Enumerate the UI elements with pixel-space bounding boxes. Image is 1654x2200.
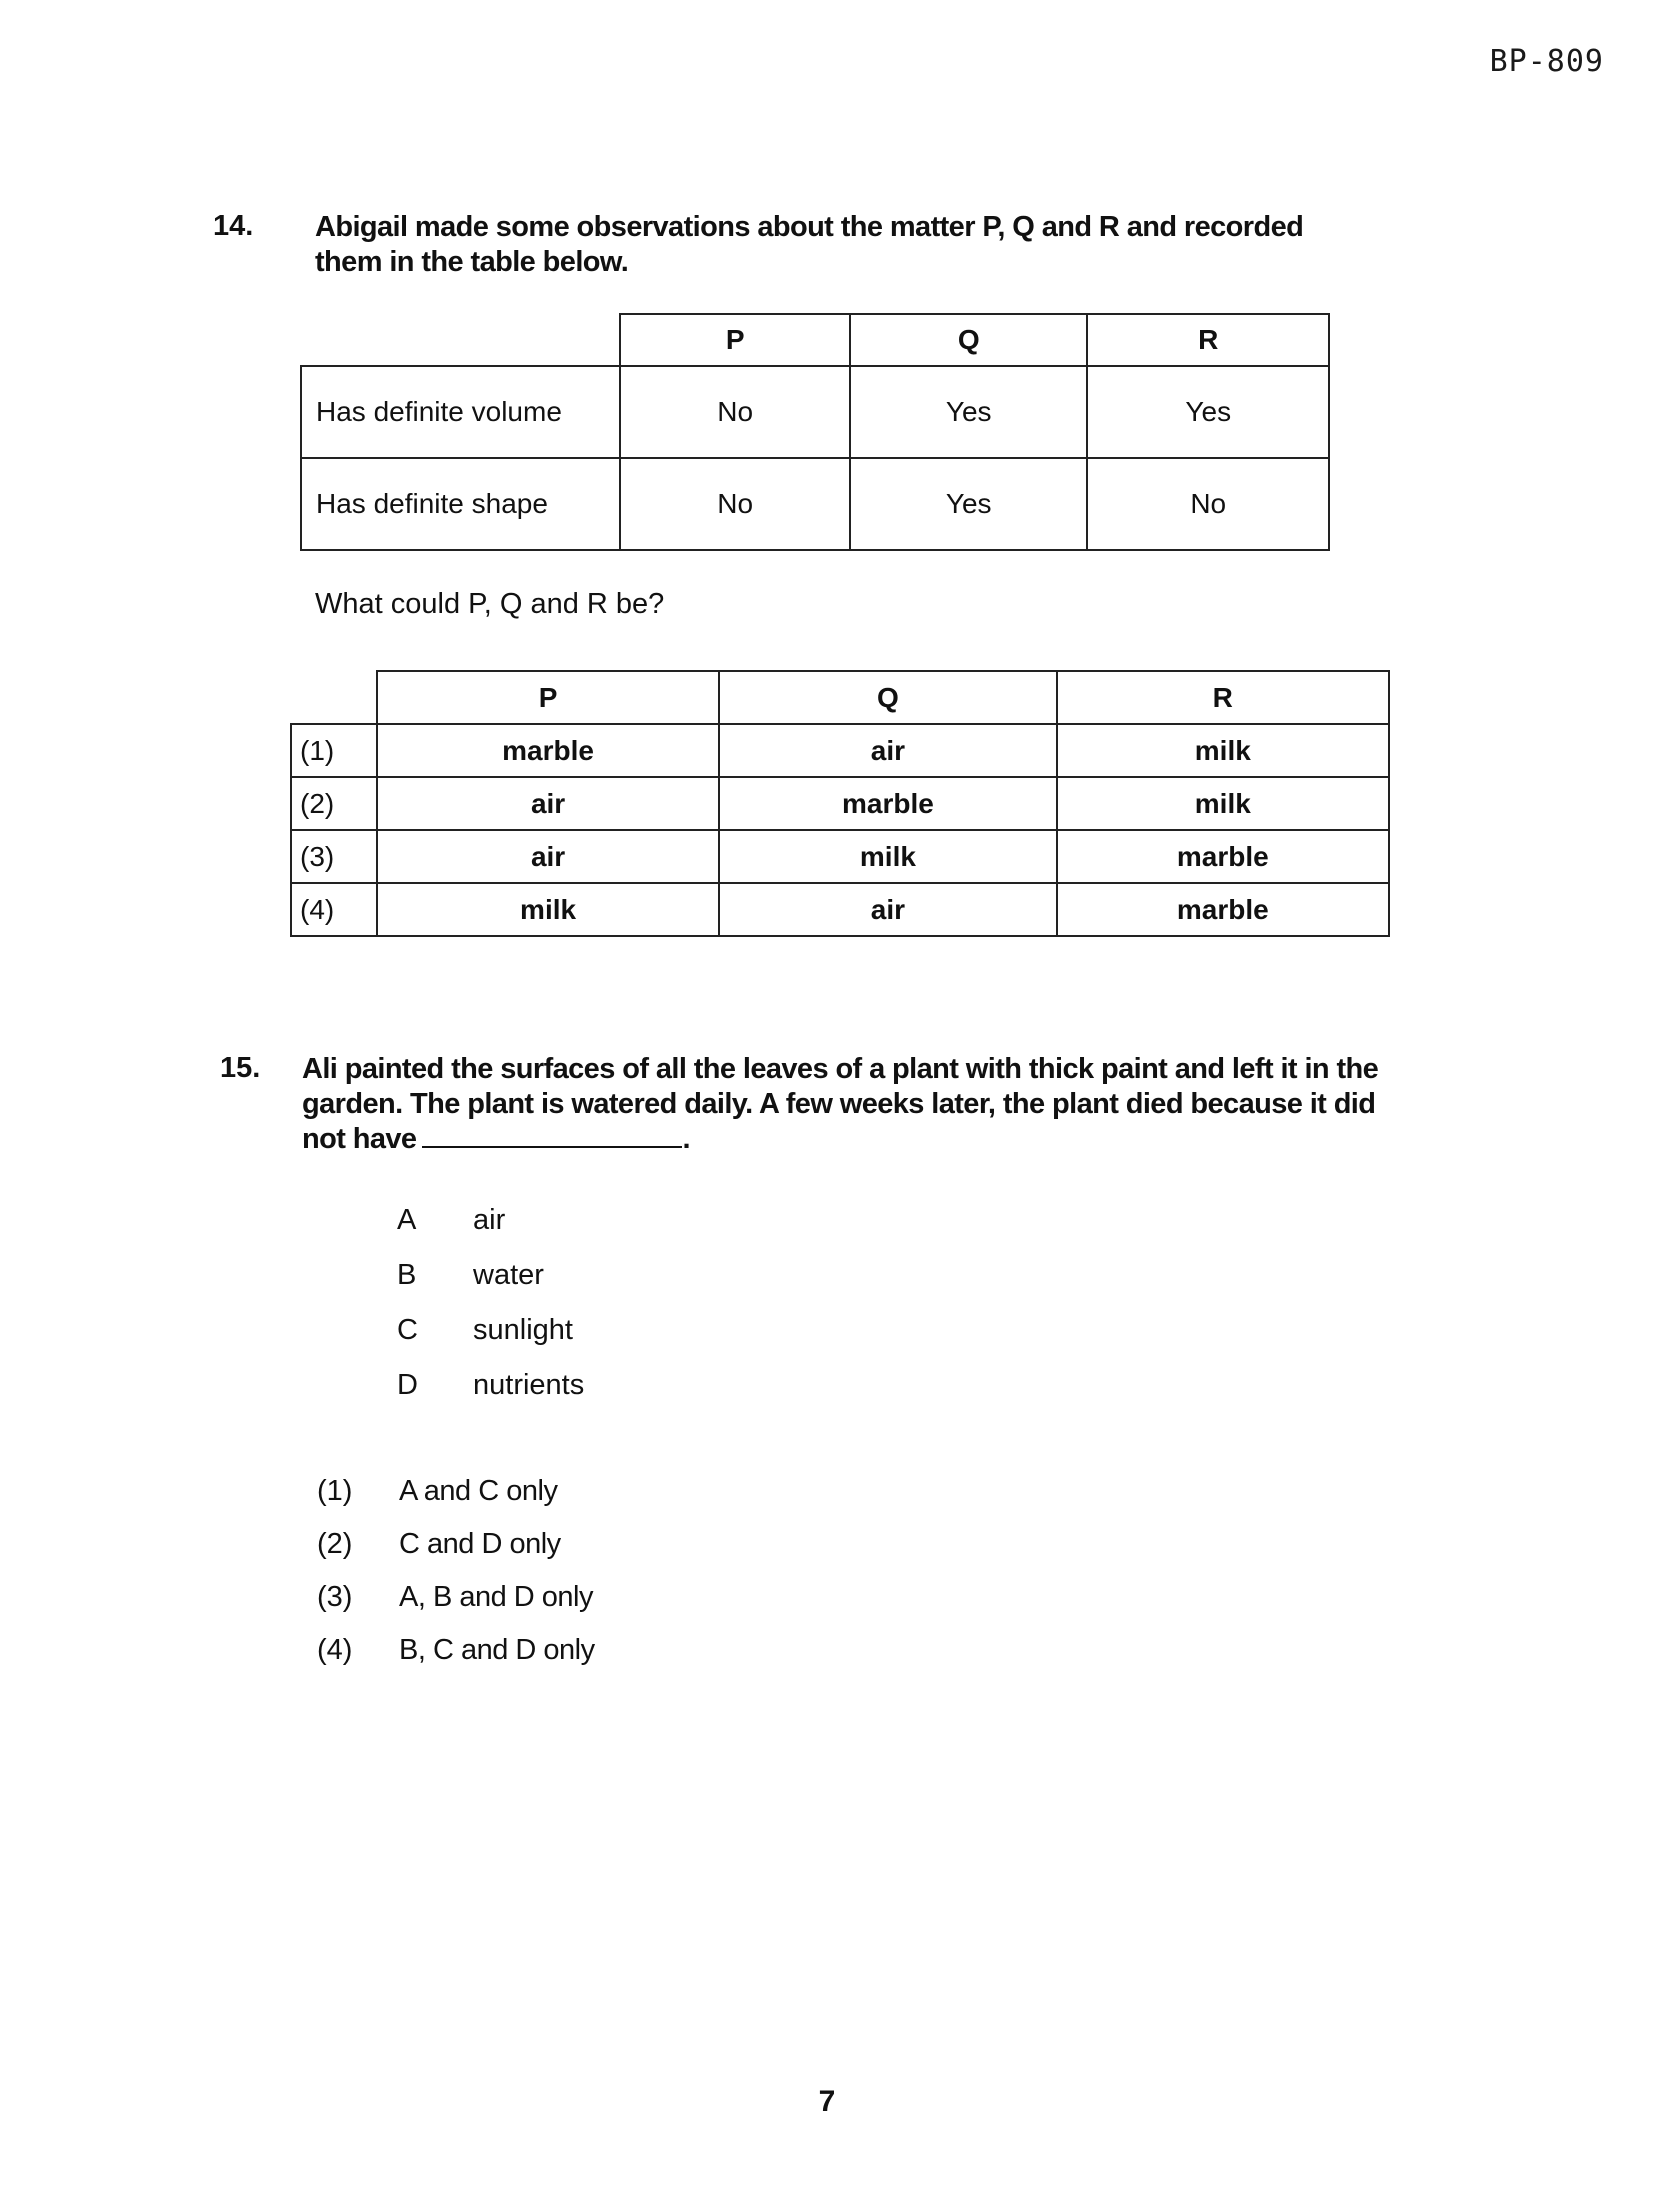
option-cell: marble <box>377 724 719 777</box>
option-cell: milk <box>719 830 1056 883</box>
question-15-line-3-text: not have <box>302 1123 417 1155</box>
question-15-line-3-end: . <box>682 1123 690 1155</box>
answer-number: (2) <box>317 1528 353 1560</box>
question-14-line-2: them in the table below. <box>315 246 629 278</box>
option-cell: milk <box>377 883 719 936</box>
choice-letter: C <box>397 1314 418 1346</box>
options-table <box>290 670 1390 937</box>
choice-letter: B <box>397 1259 417 1291</box>
choice-letter: D <box>397 1369 418 1401</box>
observation-col-p: P <box>620 314 850 366</box>
option-row-1 <box>291 724 1389 777</box>
choice-text: water <box>473 1259 544 1291</box>
option-number: (1) <box>291 724 377 777</box>
option-row-2 <box>291 777 1389 830</box>
observation-cell: No <box>620 458 850 550</box>
option-cell: air <box>719 724 1056 777</box>
observation-col-r: R <box>1087 314 1329 366</box>
choice-text: sunlight <box>473 1314 573 1346</box>
choice-letter: A <box>397 1204 417 1236</box>
option-cell: air <box>719 883 1056 936</box>
options-corner-cell <box>291 671 377 724</box>
page-number: 7 <box>818 2085 836 2118</box>
question-15-line-3 <box>302 1122 1378 1157</box>
choice-text: air <box>473 1204 506 1236</box>
page-code: BP-809 <box>1489 44 1604 79</box>
question-14-text <box>315 210 1303 280</box>
observation-cell: Yes <box>850 458 1088 550</box>
option-row-4 <box>291 883 1389 936</box>
observation-cell: No <box>1087 458 1329 550</box>
observation-cell: No <box>620 366 850 458</box>
options-col-p: P <box>377 671 719 724</box>
option-cell: air <box>377 830 719 883</box>
option-cell: air <box>377 777 719 830</box>
option-cell: milk <box>1057 777 1389 830</box>
question-15-line-1: Ali painted the surfaces of all the leaves of a plant with thick paint and left it in the <box>302 1053 1379 1085</box>
question-14-prompt: What could P, Q and R be? <box>315 588 665 620</box>
options-col-r: R <box>1057 671 1389 724</box>
answer-text: B, C and D only <box>399 1634 595 1666</box>
question-15-line-2: garden. The plant is watered daily. A few weeks later, the plant died because it did <box>302 1088 1376 1120</box>
observation-header-row <box>301 314 1329 366</box>
observation-cell: Yes <box>850 366 1088 458</box>
question-14-number: 14. <box>213 210 254 242</box>
option-number: (3) <box>291 830 377 883</box>
answer-number: (3) <box>317 1581 353 1613</box>
observation-row-label: Has definite volume <box>301 366 620 458</box>
option-number: (2) <box>291 777 377 830</box>
options-header-row <box>291 671 1389 724</box>
option-number: (4) <box>291 883 377 936</box>
choice-text: nutrients <box>473 1369 585 1401</box>
option-cell: milk <box>1057 724 1389 777</box>
answer-blank <box>422 1146 682 1148</box>
observation-corner-cell <box>301 314 620 366</box>
option-cell: marble <box>1057 830 1389 883</box>
answer-text: A and C only <box>399 1475 558 1507</box>
option-cell: marble <box>1057 883 1389 936</box>
options-col-q: Q <box>719 671 1056 724</box>
answer-number: (4) <box>317 1634 353 1666</box>
observation-table <box>300 313 1330 551</box>
option-row-3 <box>291 830 1389 883</box>
observation-cell: Yes <box>1087 366 1329 458</box>
observation-row-label: Has definite shape <box>301 458 620 550</box>
answer-number: (1) <box>317 1475 353 1507</box>
observation-row-shape <box>301 458 1329 550</box>
answer-text: A, B and D only <box>399 1581 593 1613</box>
observation-row-volume <box>301 366 1329 458</box>
question-14-line-1: Abigail made some observations about the matter P, Q and R and recorded <box>315 211 1304 243</box>
observation-col-q: Q <box>850 314 1088 366</box>
question-15-number: 15. <box>220 1052 261 1084</box>
question-15-text <box>302 1052 1378 1157</box>
option-cell: marble <box>719 777 1056 830</box>
answer-text: C and D only <box>399 1528 561 1560</box>
